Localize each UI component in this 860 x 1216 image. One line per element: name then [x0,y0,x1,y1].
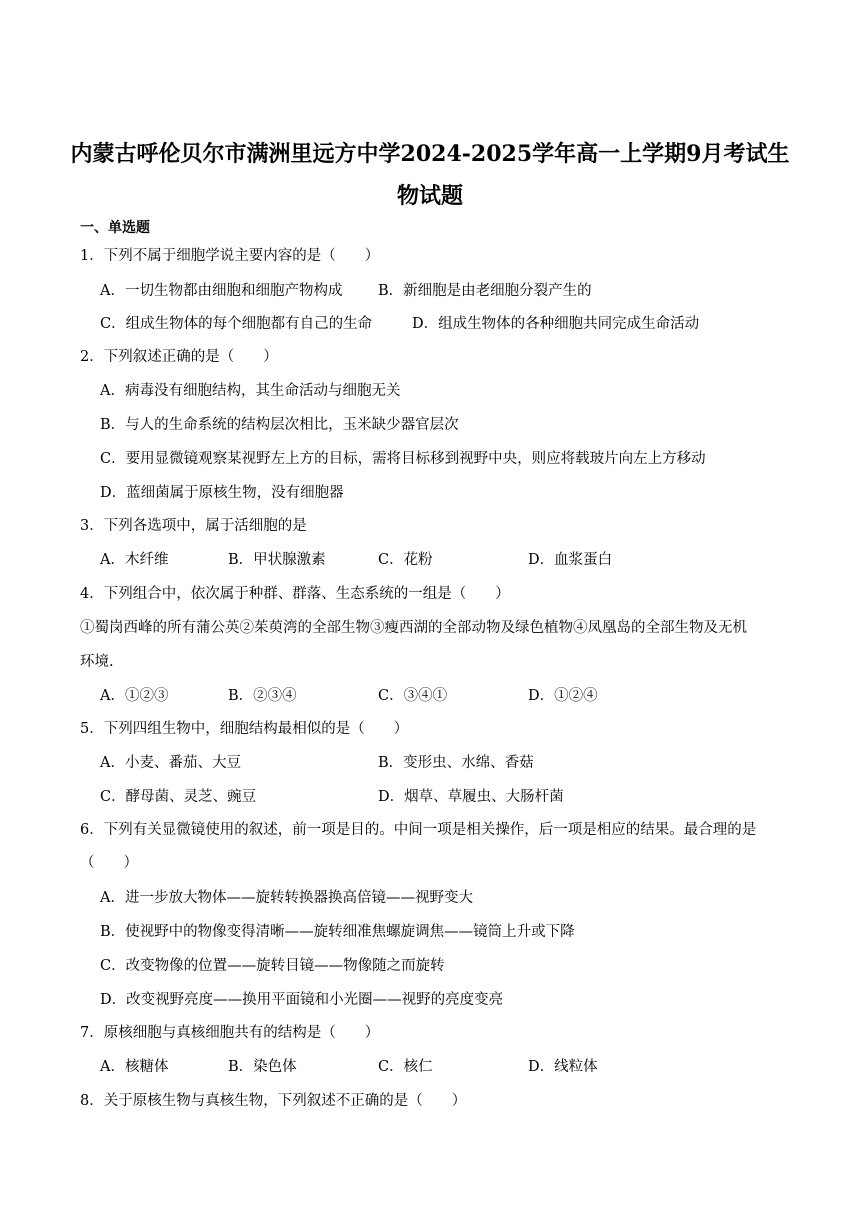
question-7-option-a: A．核糖体 [100,1059,169,1075]
question-6-stem-line-2: （ ） [80,855,138,871]
question-4-info-line-2: 环境. [80,654,114,670]
question-4-option-c: C．③④① [378,688,448,704]
question-6-option-a: A．进一步放大物体——旋转转换器换高倍镜——视野变大 [100,890,473,906]
question-5-option-a: A．小麦、番茄、大豆 [100,755,241,771]
question-3-option-a: A．木纤维 [100,552,169,568]
question-8-stem: 8．关于原核生物与真核生物，下列叙述不正确的是（ ） [80,1093,467,1109]
question-1-option-a: A．一切生物都由细胞和细胞产物构成 [100,283,343,299]
question-3-stem: 3．下列各选项中，属于活细胞的是 [80,518,307,534]
question-2-option-d: D．蓝细菌属于原核生物，没有细胞器 [100,485,344,501]
question-4-option-d: D．①②④ [528,688,598,704]
question-1-option-d: D．组成生物体的各种细胞共同完成生命活动 [412,316,700,332]
question-1-stem: 1．下列不属于细胞学说主要内容的是（ ） [80,248,380,264]
question-3-option-d: D．血浆蛋白 [528,552,613,568]
question-3-option-c: C．花粉 [378,552,433,568]
question-5-stem: 5．下列四组生物中，细胞结构最相似的是（ ） [80,721,409,737]
question-5-option-b: B．变形虫、水绵、香菇 [378,755,534,771]
question-4-option-b: B．②③④ [228,688,297,704]
question-6-stem-line-1: 6．下列有关显微镜使用的叙述，前一项是目的。中间一项是相关操作，后一项是相应的结果。最合理的是 [80,822,757,838]
question-3-option-b: B．甲状腺激素 [228,552,326,568]
question-1-option-c: C．组成生物体的每个细胞都有自己的生命 [100,316,373,332]
question-2-option-c: C．要用显微镜观察某视野左上方的目标，需将目标移到视野中央，则应将载玻片向左上方移动 [100,451,706,467]
question-5-option-c: C．酵母菌、灵芝、豌豆 [100,789,257,805]
question-7-option-d: D．线粒体 [528,1059,598,1075]
question-4-option-a: A．①②③ [100,688,169,704]
question-4-stem: 4．下列组合中，依次属于种群、群落、生态系统的一组是（ ） [80,586,510,602]
question-5-option-d: D．烟草、草履虫、大肠杆菌 [378,789,564,805]
question-6-option-c: C．改变物像的位置——旋转目镜——物像随之而旋转 [100,958,445,974]
question-7-option-b: B．染色体 [228,1059,297,1075]
page-title-line-2: 物试题 [396,183,463,209]
question-6-option-b: B．使视野中的物像变得清晰——旋转细准焦螺旋调焦——镜筒上升或下降 [100,924,575,940]
question-7-option-c: C．核仁 [378,1059,433,1075]
question-7-stem: 7．原核细胞与真核细胞共有的结构是（ ） [80,1025,380,1041]
question-4-info-line-1: ①蜀岗西峰的所有蒲公英②茱萸湾的全部生物③瘦西湖的全部动物及绿色植物④凤凰岛的全部生物及无机 [80,620,747,636]
question-2-option-b: B．与人的生命系统的结构层次相比，玉米缺少器官层次 [100,417,459,433]
question-6-option-d: D．改变视野亮度——换用平面镜和小光圈——视野的亮度变亮 [100,992,504,1008]
question-1-option-b: B．新细胞是由老细胞分裂产生的 [378,283,592,299]
page-title-line-1: 内蒙古呼伦贝尔市满洲里远方中学2024-2025学年高一上学期9月考试生 [70,141,790,167]
question-2-option-a: A．病毒没有细胞结构，其生命活动与细胞无关 [100,383,401,399]
section-heading: 一、单选题 [80,220,150,236]
question-2-stem: 2．下列叙述正确的是（ ） [80,349,278,365]
